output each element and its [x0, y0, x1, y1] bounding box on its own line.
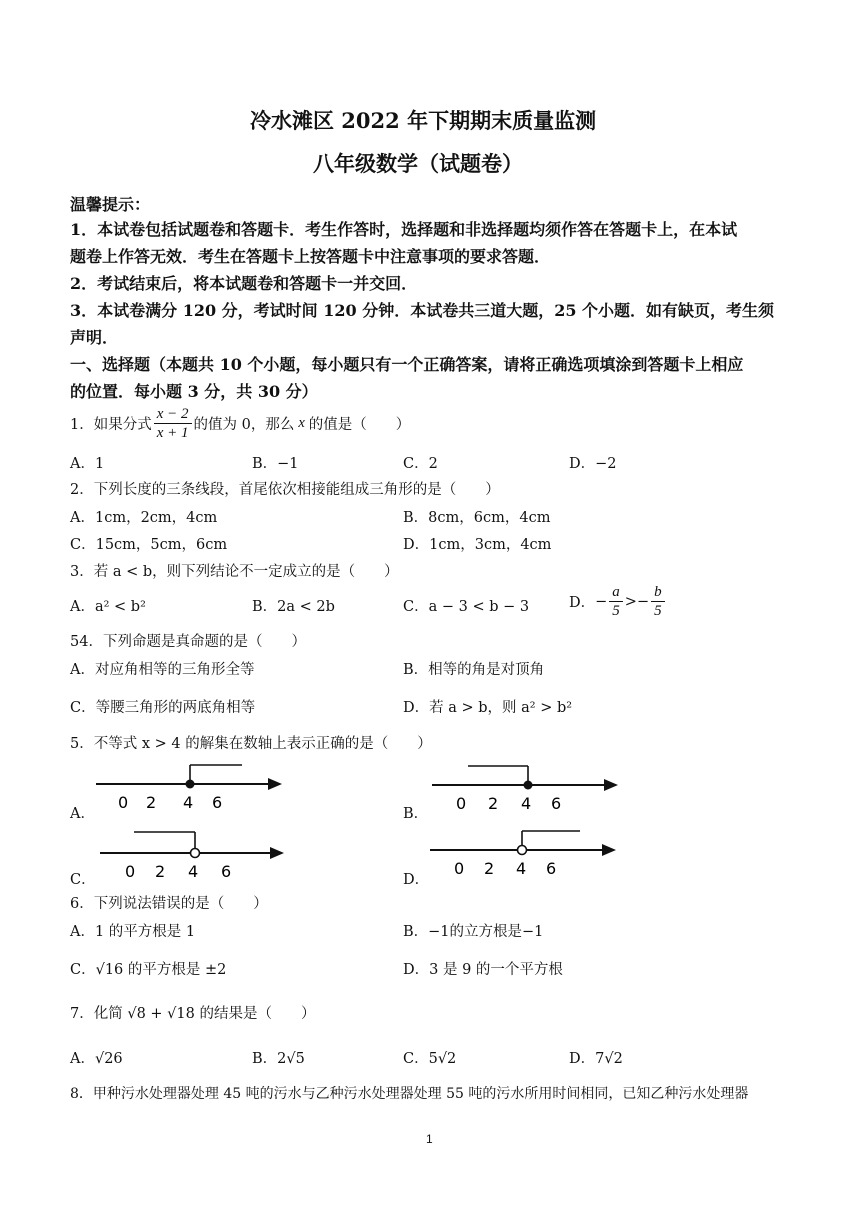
option-c: C．等腰三角形的两底角相等: [70, 700, 256, 716]
fraction: [651, 583, 665, 620]
number-line-c: [100, 828, 290, 880]
fraction-numerator: a: [609, 583, 623, 602]
page-number: 1: [426, 1132, 433, 1146]
tick-label: 4: [183, 793, 194, 812]
tick-label: 6: [212, 793, 223, 812]
tick-label: 0: [118, 793, 129, 812]
tick-label: 0: [456, 794, 467, 813]
option-b: B．2a < 2b: [252, 599, 335, 615]
section-heading: 的位置．每小题 3 分，共 30 分）: [70, 382, 318, 401]
fraction-denominator: 5: [654, 603, 662, 619]
question-1-stem: 的值为 0，那么: [193, 417, 295, 433]
question-4: 54．下列命题是真命题的是（ ）: [70, 634, 306, 650]
option-b: B．: [403, 806, 429, 822]
number-line-d: [430, 828, 620, 880]
question-1-stem: 的值是（ ）: [308, 417, 411, 433]
option-b: B．8cm，6cm，4cm: [403, 510, 551, 526]
option-a: A．1 的平方根是 1: [70, 924, 196, 940]
option-c: C．: [70, 872, 96, 888]
tip-line: 声明．: [70, 328, 119, 347]
tick-label: 2: [484, 859, 495, 878]
fraction-denominator: x + 1: [156, 425, 189, 441]
option-d: D．: [403, 872, 430, 888]
option-c: C．a − 3 < b − 3: [403, 599, 530, 615]
tip-line: 2．考试结束后，将本试题卷和答题卡一并交回．: [70, 274, 418, 293]
fraction: [609, 583, 623, 620]
tick-label: 4: [521, 794, 532, 813]
option-a: A．: [70, 806, 95, 822]
option-d: D．7√2: [569, 1051, 623, 1067]
question-2: 2．下列长度的三条线段，首尾依次相接能组成三角形的是（ ）: [70, 482, 500, 498]
tick-label: 4: [516, 859, 527, 878]
option-a: A．√26: [70, 1051, 123, 1067]
option-d: D．1cm，3cm，4cm: [403, 537, 552, 553]
tick-label: 4: [188, 862, 199, 880]
tip-line: 题卷上作答无效．考生在答题卡上按答题卡中注意事项的要求答题．: [70, 247, 551, 266]
question-8: 8．甲种污水处理器处理 45 吨的污水与乙种污水处理器处理 55 吨的污水所用时间相同，已知乙种污水处理器: [70, 1086, 749, 1102]
question-7: 7．化简 √8 + √18 的结果是（ ）: [70, 1006, 316, 1022]
tick-label: 6: [551, 794, 562, 813]
tip-line: 1．本试卷包括试题卷和答题卡．考生作答时，选择题和非选择题均须作答在答题卡上，在本试: [70, 220, 738, 239]
tick-label: 2: [146, 793, 157, 812]
tick-label: 0: [125, 862, 136, 880]
option-d: D．若 a > b，则 a² > b²: [403, 700, 573, 716]
option-d-label: D．: [569, 595, 596, 611]
exam-subtitle: 八年级数学（试题卷）: [313, 151, 523, 176]
tick-label: 0: [454, 859, 465, 878]
option-d: D．−2: [569, 456, 617, 472]
option-b: B．2√5: [252, 1051, 305, 1067]
fraction-numerator: b: [651, 583, 665, 602]
option-c: C．2: [403, 456, 438, 472]
variable: x: [298, 415, 305, 431]
fraction: [154, 405, 192, 442]
option-b: B．相等的角是对顶角: [403, 662, 545, 678]
option-a: A．a² < b²: [70, 599, 146, 615]
tip-line: 3．本试卷满分 120 分，考试时间 120 分钟．本试卷共三道大题，25 个小题．如有缺页，考生须: [70, 301, 775, 320]
option-a: A．对应角相等的三角形全等: [70, 662, 255, 678]
tips-heading: 温馨提示：: [70, 195, 151, 214]
question-6: 6．下列说法错误的是（ ）: [70, 896, 268, 912]
tick-label: 6: [221, 862, 232, 880]
tick-label: 2: [488, 794, 499, 813]
option-c: C．5√2: [403, 1051, 457, 1067]
question-1: [70, 405, 410, 442]
option-b: B．−1的立方根是−1: [403, 924, 544, 940]
exam-title: 冷水滩区 2022 年下期期末质量监测: [250, 108, 597, 133]
question-5: 5．不等式 x > 4 的解集在数轴上表示正确的是（ ）: [70, 736, 432, 752]
tick-label: 2: [155, 862, 166, 880]
option-d: D．3 是 9 的一个平方根: [403, 962, 563, 978]
tick-label: 6: [546, 859, 557, 878]
option-d: D． − $\frac{a}{5}$ >− $\frac{b}{5}$: [569, 583, 667, 620]
question-3: 3．若 a < b，则下列结论不一定成立的是（ ）: [70, 564, 399, 580]
option-a: A．1cm，2cm，4cm: [70, 510, 218, 526]
section-heading: 一、选择题（本题共 10 个小题，每小题只有一个正确答案，请将正确选项填涂到答题卡上相应: [70, 355, 744, 374]
question-1-stem: 1．如果分式: [70, 417, 152, 433]
option-a: A．1: [70, 456, 105, 472]
option-c: C．√16 的平方根是 ±2: [70, 962, 227, 978]
option-b: B．−1: [252, 456, 299, 472]
fraction-numerator: x − 2: [154, 405, 192, 424]
number-line-b: [432, 763, 622, 815]
fraction-denominator: 5: [612, 603, 620, 619]
number-line-a: [96, 760, 286, 812]
option-c: C．15cm，5cm，6cm: [70, 537, 228, 553]
